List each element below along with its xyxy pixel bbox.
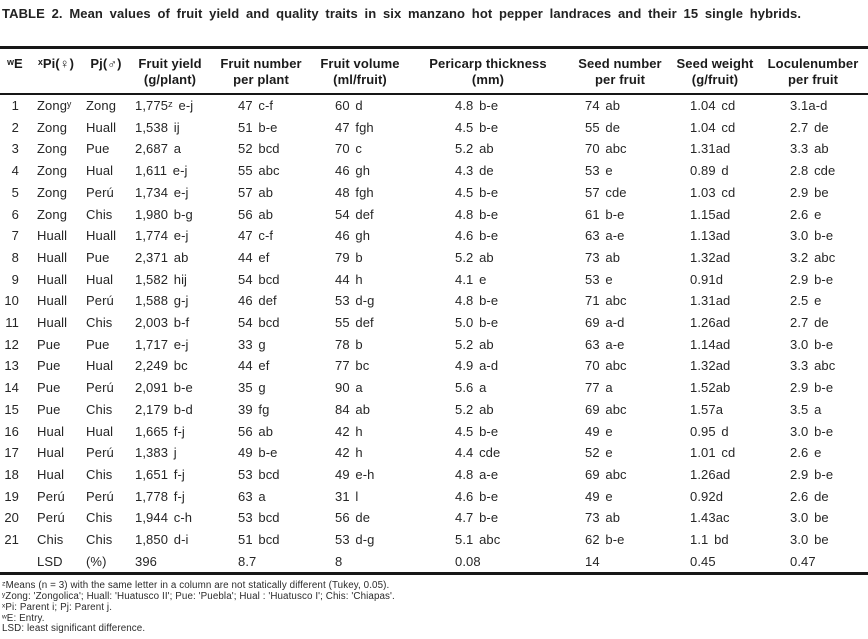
table-row <box>0 486 868 508</box>
cell-seed-number: 73 ab <box>585 249 621 265</box>
cell-fruit-volume: 55 def <box>335 315 374 331</box>
cell-parent-i: Zong <box>37 163 68 179</box>
cell-fruit-yield: 2,371 ab <box>135 249 189 265</box>
cell-parent-i: Hual <box>37 423 65 439</box>
cell-fruit-yield: 2,003 b-f <box>135 315 190 331</box>
cell-locule-number: 3.0 b-e <box>790 423 834 439</box>
cell-parent-i: Zongʸ <box>37 98 72 113</box>
cell-parent-j: Hual <box>86 358 114 374</box>
cell-seed-weight: 0.91d <box>690 271 724 287</box>
cell-pericarp-thickness: 4.9 a-d <box>455 358 499 374</box>
table-row <box>0 94 868 117</box>
cell-seed-number: 55 de <box>585 119 621 135</box>
table-row <box>0 464 868 486</box>
cell-seed-weight: 1.26ad <box>690 315 731 331</box>
cell-parent-i: Hual <box>37 445 65 461</box>
cell-locule-number: 3.0 be <box>790 532 829 548</box>
table-row <box>0 529 868 551</box>
cell-parent-j: Hual <box>86 271 114 287</box>
table-row <box>0 334 868 356</box>
cell-seed-number: 74 ab <box>585 98 621 113</box>
cell-fruit-number: 56 ab <box>238 206 274 222</box>
table-row <box>0 551 868 574</box>
table-row <box>0 269 868 291</box>
cell-entry <box>0 551 30 574</box>
cell-parent-j: Perú <box>86 488 114 504</box>
cell-fruit-yield: 1,538 ij <box>135 119 180 135</box>
cell-seed-number: 70 abc <box>585 141 627 157</box>
cell-parent-j: Pue <box>86 336 110 352</box>
cell-fruit-yield: 1,774 e-j <box>135 228 189 244</box>
table-row <box>0 117 868 139</box>
cell-locule-number: 3.0 be <box>790 510 829 526</box>
table-row <box>0 160 868 182</box>
cell-fruit-number: 51 b-e <box>238 119 278 135</box>
cell-fruit-yield: 1,980 b-g <box>135 206 193 222</box>
cell-fruit-yield: 1,611 e-j <box>135 163 188 179</box>
cell-fruit-volume: 60 d <box>335 98 363 113</box>
table-row <box>0 290 868 312</box>
cell-fruit-volume: 90 a <box>335 380 363 396</box>
cell-locule-number: 3.5 a <box>790 401 822 417</box>
cell-parent-i: Huall <box>37 315 68 331</box>
table-row <box>0 247 868 269</box>
cell-parent-j: Chis <box>86 510 113 526</box>
cell-seed-weight: 1.15ad <box>690 206 731 222</box>
column-header-locule-number: Loculenumber per fruit <box>758 48 868 95</box>
footnote: ʷE: Entry. <box>2 612 45 624</box>
cell-pericarp-thickness: 4.1 e <box>455 271 487 287</box>
cell-seed-number: 14 <box>585 553 600 569</box>
cell-parent-i: Huall <box>37 293 68 309</box>
footnote: ˣPi: Parent i; Pj: Parent j. <box>2 601 113 613</box>
cell-entry: 7 <box>11 228 19 244</box>
cell-seed-number: 57 cde <box>585 184 627 200</box>
table-row <box>0 399 868 421</box>
cell-fruit-yield: 1,582 hij <box>135 271 188 287</box>
cell-parent-j: Perú <box>86 184 114 200</box>
cell-locule-number: 3.1a-d <box>790 98 828 113</box>
column-header-pericarp-thickness: Pericarp thickness (mm) <box>408 48 568 95</box>
cell-fruit-volume: 47 fgh <box>335 119 374 135</box>
cell-seed-number: 63 a-e <box>585 228 625 244</box>
cell-fruit-volume: 46 gh <box>335 228 371 244</box>
cell-parent-i: Pue <box>37 380 61 396</box>
cell-fruit-number: 53 bcd <box>238 510 280 526</box>
cell-entry: 2 <box>11 119 19 135</box>
cell-seed-weight: 1.31ad <box>690 293 731 309</box>
table-caption: TABLE 2. Mean values of fruit yield and quality traits in six manzano hot pepper landraces and their 15 single hybrids. <box>2 6 802 21</box>
cell-fruit-number: 44 ef <box>238 249 270 265</box>
cell-parent-i: Huall <box>37 271 68 287</box>
footnote: ʸZong: 'Zongolica'; Huall: 'Huatusco II'; Pue: 'Puebla'; Hual : 'Huatusco I'; Chis: 'Chiapas'. <box>2 591 395 603</box>
cell-parent-i: Perú <box>37 488 65 504</box>
cell-fruit-yield: 2,687 a <box>135 141 182 157</box>
cell-seed-number: 62 b-e <box>585 532 625 548</box>
cell-seed-weight: 0.45 <box>690 553 716 569</box>
cell-seed-weight: 0.89 d <box>690 163 729 179</box>
cell-seed-number: 69 abc <box>585 401 627 417</box>
cell-fruit-volume: 48 fgh <box>335 184 374 200</box>
cell-pericarp-thickness: 5.6 a <box>455 380 487 396</box>
cell-seed-number: 53 e <box>585 163 613 179</box>
cell-seed-number: 70 abc <box>585 358 627 374</box>
cell-pericarp-thickness: 4.5 b-e <box>455 423 499 439</box>
cell-seed-weight: 1.31ad <box>690 141 731 157</box>
cell-parent-i: Zong <box>37 119 68 135</box>
cell-entry: 8 <box>11 249 19 265</box>
cell-seed-weight: 0.92d <box>690 488 724 504</box>
cell-fruit-yield: 1,665 f-j <box>135 423 185 439</box>
cell-seed-weight: 1.03 cd <box>690 184 736 200</box>
cell-pericarp-thickness: 4.5 b-e <box>455 184 499 200</box>
cell-fruit-number: 56 ab <box>238 423 274 439</box>
cell-seed-weight: 1.04 cd <box>690 119 736 135</box>
cell-pericarp-thickness: 5.2 ab <box>455 249 494 265</box>
cell-parent-j: Hual <box>86 163 114 179</box>
cell-seed-weight: 1.04 cd <box>690 98 736 113</box>
cell-pericarp-thickness: 4.6 b-e <box>455 228 499 244</box>
cell-parent-i: Pue <box>37 336 61 352</box>
cell-entry: 19 <box>4 488 19 504</box>
cell-locule-number: 2.6 de <box>790 488 829 504</box>
footnotes <box>0 581 868 635</box>
table-body <box>0 94 868 574</box>
cell-fruit-volume: 53 d-g <box>335 532 375 548</box>
cell-entry: 17 <box>4 445 19 461</box>
cell-entry: 10 <box>4 293 19 309</box>
cell-entry: 1 <box>11 98 19 113</box>
table-header <box>0 48 868 95</box>
cell-pericarp-thickness: 4.8 b-e <box>455 293 499 309</box>
cell-fruit-yield: 1,734 e-j <box>135 184 189 200</box>
cell-parent-i: Zong <box>37 206 68 222</box>
cell-parent-i: Perú <box>37 510 65 526</box>
cell-fruit-yield: 1,588 g-j <box>135 293 189 309</box>
cell-fruit-number: 35 g <box>238 380 266 396</box>
cell-locule-number: 2.6 e <box>790 206 822 222</box>
header-row <box>0 48 868 95</box>
cell-parent-i: Zong <box>37 184 68 200</box>
cell-entry: 11 <box>5 315 19 331</box>
cell-fruit-volume: 31 l <box>335 488 359 504</box>
cell-fruit-volume: 42 h <box>335 423 363 439</box>
cell-locule-number: 0.47 <box>790 553 816 569</box>
cell-entry: 16 <box>4 423 19 439</box>
cell-parent-j: Chis <box>86 315 113 331</box>
cell-fruit-number: 51 bcd <box>238 532 280 548</box>
cell-fruit-yield: 1,651 f-j <box>135 466 185 482</box>
cell-pericarp-thickness: 4.7 b-e <box>455 510 499 526</box>
cell-fruit-number: 47 c-f <box>238 228 274 244</box>
cell-seed-weight: 1.26ad <box>690 466 731 482</box>
cell-parent-i: Pue <box>37 401 61 417</box>
cell-fruit-number: 39 fg <box>238 401 270 417</box>
cell-fruit-yield: 1,383 j <box>135 445 177 461</box>
cell-locule-number: 2.8 cde <box>790 163 836 179</box>
cell-entry: 20 <box>4 510 19 526</box>
cell-pericarp-thickness: 4.8 b-e <box>455 98 499 113</box>
footnote: LSD: least significant difference. <box>2 623 146 635</box>
cell-fruit-number: 46 def <box>238 293 277 309</box>
cell-fruit-volume: 42 h <box>335 445 363 461</box>
cell-pericarp-thickness: 4.8 a-e <box>455 466 499 482</box>
cell-parent-j: Perú <box>86 445 114 461</box>
cell-parent-j: Hual <box>86 423 114 439</box>
cell-seed-number: 77 a <box>585 380 613 396</box>
cell-fruit-number: 49 b-e <box>238 445 278 461</box>
cell-fruit-yield: 2,179 b-d <box>135 401 193 417</box>
cell-entry: 3 <box>11 141 19 157</box>
cell-locule-number: 2.9 b-e <box>790 380 834 396</box>
cell-parent-j: (%) <box>86 553 107 569</box>
column-header-entry: ʷE <box>0 48 30 95</box>
cell-parent-j: Perú <box>86 380 114 396</box>
column-header-fruit-volume: Fruit volume (ml/fruit) <box>312 48 408 95</box>
table-row <box>0 507 868 529</box>
table-row <box>0 312 868 334</box>
cell-fruit-volume: 79 b <box>335 249 363 265</box>
cell-fruit-number: 54 bcd <box>238 315 280 331</box>
cell-fruit-volume: 46 gh <box>335 163 371 179</box>
column-header-parent-i: ˣPi(♀) <box>30 48 82 95</box>
cell-parent-j: Pue <box>86 141 110 157</box>
column-header-parent-j: Pj(♂) <box>82 48 130 95</box>
table-row <box>0 138 868 160</box>
column-header-fruit-number: Fruit number per plant <box>210 48 312 95</box>
cell-seed-number: 53 e <box>585 271 613 287</box>
cell-seed-weight: 1.32ad <box>690 249 731 265</box>
cell-parent-j: Chis <box>86 466 113 482</box>
cell-pericarp-thickness: 5.2 ab <box>455 401 494 417</box>
cell-fruit-number: 63 a <box>238 488 266 504</box>
cell-seed-number: 73 ab <box>585 510 621 526</box>
cell-fruit-number: 33 g <box>238 336 266 352</box>
cell-pericarp-thickness: 4.3 de <box>455 163 494 179</box>
table-row <box>0 377 868 399</box>
cell-pericarp-thickness: 5.2 ab <box>455 141 494 157</box>
cell-entry: 9 <box>11 271 19 287</box>
cell-seed-weight: 0.95 d <box>690 423 729 439</box>
table-row <box>0 182 868 204</box>
cell-fruit-volume: 84 ab <box>335 401 371 417</box>
cell-seed-number: 63 a-e <box>585 336 625 352</box>
cell-entry: 21 <box>4 532 19 548</box>
cell-parent-j: Chis <box>86 206 113 222</box>
cell-fruit-volume: 53 d-g <box>335 293 375 309</box>
table-row <box>0 421 868 443</box>
cell-seed-weight: 1.57a <box>690 401 724 417</box>
cell-fruit-volume: 70 c <box>335 141 362 157</box>
footnote: ᶻMeans (n = 3) with the same letter in a column are not statically different (Tukey, 0.05). <box>2 580 390 592</box>
cell-fruit-yield: 1,717 e-j <box>135 336 189 352</box>
column-header-seed-weight: Seed weight (g/fruit) <box>672 48 758 95</box>
cell-fruit-yield: 1,778 f-j <box>135 488 185 504</box>
table-row <box>0 442 868 464</box>
cell-parent-j: Zong <box>86 98 117 113</box>
cell-fruit-number: 57 ab <box>238 184 274 200</box>
cell-seed-weight: 1.52ab <box>690 380 731 396</box>
table-row <box>0 204 868 226</box>
cell-locule-number: 3.3 abc <box>790 358 836 374</box>
cell-fruit-number: 44 ef <box>238 358 270 374</box>
cell-locule-number: 2.5 e <box>790 293 822 309</box>
cell-fruit-number: 55 abc <box>238 163 280 179</box>
cell-seed-weight: 1.32ad <box>690 358 731 374</box>
cell-fruit-yield: 1,850 d-i <box>135 532 189 548</box>
cell-fruit-volume: 44 h <box>335 271 363 287</box>
cell-fruit-yield: 2,249 bc <box>135 358 188 374</box>
cell-fruit-number: 54 bcd <box>238 271 280 287</box>
cell-locule-number: 2.9 b-e <box>790 466 834 482</box>
cell-parent-i: Pue <box>37 358 61 374</box>
cell-locule-number: 3.2 abc <box>790 249 836 265</box>
cell-entry: 14 <box>4 380 19 396</box>
cell-parent-i: Huall <box>37 249 68 265</box>
cell-parent-i: Huall <box>37 228 68 244</box>
cell-seed-weight: 1.14ad <box>690 336 731 352</box>
cell-seed-weight: 1.01 cd <box>690 445 736 461</box>
cell-fruit-volume: 54 def <box>335 206 374 222</box>
cell-seed-weight: 1.13ad <box>690 228 731 244</box>
cell-seed-number: 69 abc <box>585 466 627 482</box>
cell-fruit-number: 8.7 <box>238 553 257 569</box>
cell-entry: 15 <box>4 401 19 417</box>
cell-locule-number: 3.0 b-e <box>790 336 834 352</box>
cell-seed-number: 49 e <box>585 488 613 504</box>
cell-parent-j: Chis <box>86 532 113 548</box>
cell-parent-j: Chis <box>86 401 113 417</box>
cell-locule-number: 3.3 ab <box>790 141 829 157</box>
cell-fruit-number: 52 bcd <box>238 141 280 157</box>
results-table <box>0 46 868 575</box>
cell-parent-i: Zong <box>37 141 68 157</box>
cell-seed-number: 71 abc <box>585 293 627 309</box>
cell-entry: 4 <box>11 163 19 179</box>
cell-fruit-yield: 1,944 c-h <box>135 510 193 526</box>
cell-seed-weight: 1.43ac <box>690 510 730 526</box>
cell-parent-i: LSD <box>37 553 63 569</box>
cell-locule-number: 2.9 be <box>790 184 829 200</box>
cell-fruit-volume: 77 bc <box>335 358 370 374</box>
cell-pericarp-thickness: 4.5 b-e <box>455 119 499 135</box>
cell-fruit-yield: 1,775ᶻ e-j <box>135 98 194 113</box>
cell-pericarp-thickness: 0.08 <box>455 553 481 569</box>
cell-pericarp-thickness: 4.6 b-e <box>455 488 499 504</box>
cell-fruit-volume: 56 de <box>335 510 371 526</box>
cell-parent-i: Chis <box>37 532 64 548</box>
cell-seed-number: 52 e <box>585 445 613 461</box>
cell-pericarp-thickness: 4.4 cde <box>455 445 501 461</box>
column-header-seed-number: Seed number per fruit <box>568 48 672 95</box>
cell-seed-number: 61 b-e <box>585 206 625 222</box>
cell-fruit-volume: 49 e-h <box>335 466 375 482</box>
cell-parent-j: Huall <box>86 119 117 135</box>
column-header-fruit-yield: Fruit yield (g/plant) <box>130 48 210 95</box>
cell-locule-number: 2.7 de <box>790 315 829 331</box>
table-row <box>0 355 868 377</box>
cell-fruit-volume: 78 b <box>335 336 363 352</box>
cell-fruit-number: 47 c-f <box>238 98 274 113</box>
cell-pericarp-thickness: 5.2 ab <box>455 336 494 352</box>
cell-locule-number: 3.0 b-e <box>790 228 834 244</box>
cell-entry: 6 <box>11 206 19 222</box>
table-row <box>0 225 868 247</box>
cell-locule-number: 2.9 b-e <box>790 271 834 287</box>
cell-entry: 12 <box>4 336 19 352</box>
cell-locule-number: 2.6 e <box>790 445 822 461</box>
cell-pericarp-thickness: 5.1 abc <box>455 532 501 548</box>
cell-entry: 13 <box>4 358 19 374</box>
cell-parent-i: Hual <box>37 466 65 482</box>
cell-fruit-volume: 8 <box>335 553 343 569</box>
cell-pericarp-thickness: 5.0 b-e <box>455 315 499 331</box>
cell-locule-number: 2.7 de <box>790 119 829 135</box>
cell-fruit-number: 53 bcd <box>238 466 280 482</box>
cell-entry: 5 <box>11 184 19 200</box>
cell-pericarp-thickness: 4.8 b-e <box>455 206 499 222</box>
cell-entry: 18 <box>4 466 19 482</box>
cell-parent-j: Pue <box>86 249 110 265</box>
cell-parent-j: Perú <box>86 293 114 309</box>
cell-fruit-yield: 396 <box>135 553 157 569</box>
cell-seed-number: 49 e <box>585 423 613 439</box>
cell-fruit-yield: 2,091 b-e <box>135 380 193 396</box>
cell-seed-weight: 1.1 bd <box>690 532 729 548</box>
cell-seed-number: 69 a-d <box>585 315 625 331</box>
cell-parent-j: Huall <box>86 228 117 244</box>
